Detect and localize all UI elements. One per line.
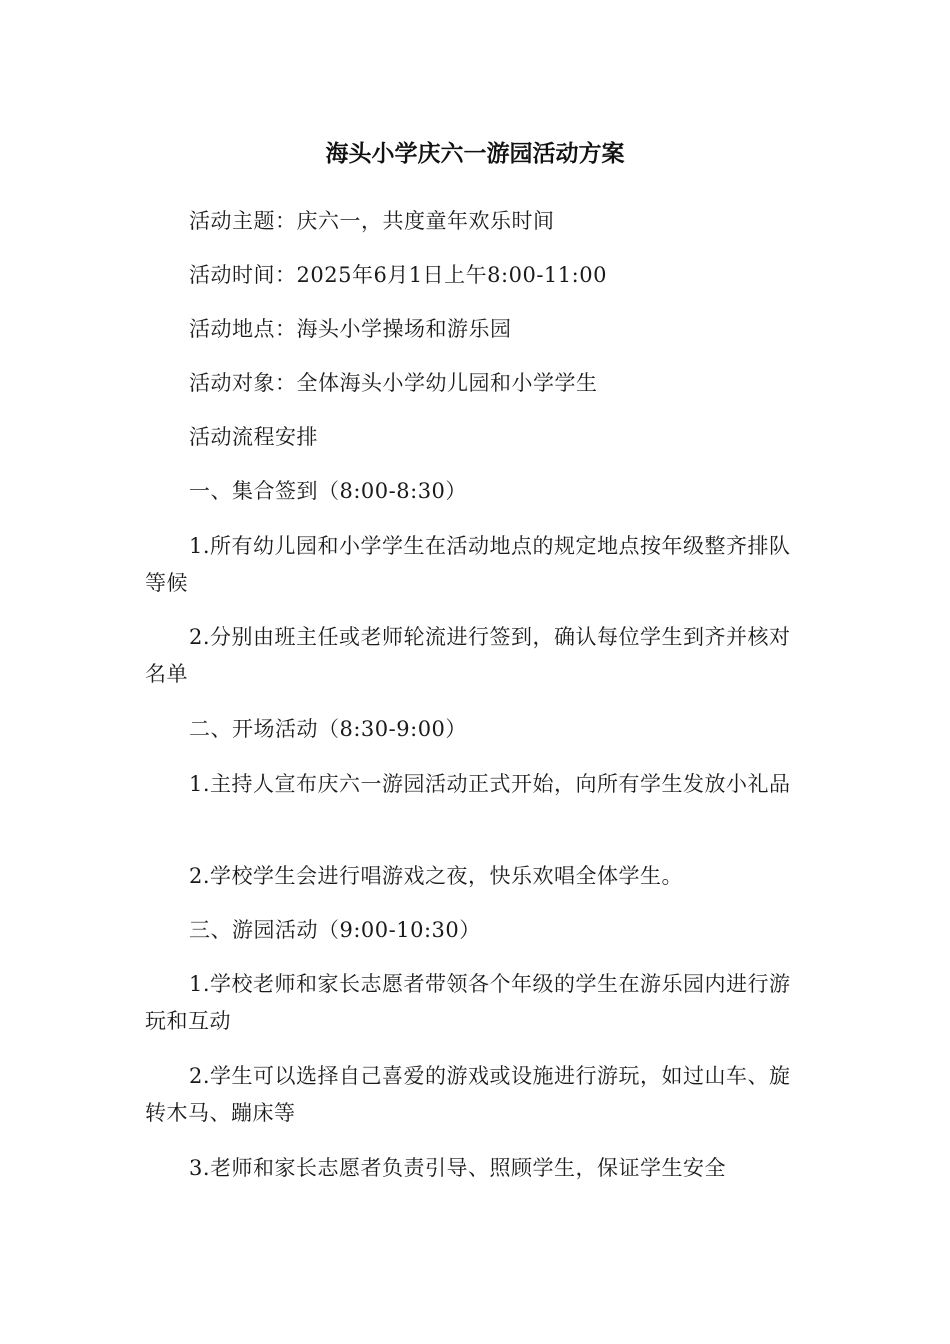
section-heading-opening: 二、开场活动（8:30-9:00） xyxy=(189,717,467,741)
activity-participants: 活动对象：全体海头小学幼儿园和小学学生 xyxy=(189,371,598,395)
activity-location: 活动地点：海头小学操场和游乐园 xyxy=(189,317,512,341)
garden-item-1: 1.学校老师和家长志愿者带领各个年级的学生在游乐园内进行游玩和互动 xyxy=(145,972,791,1033)
garden-item-3: 3.老师和家长志愿者负责引导、照顾学生，保证学生安全 xyxy=(189,1156,727,1180)
section-heading-garden: 三、游园活动（9:00-10:30） xyxy=(189,918,481,942)
opening-item-2: 2.学校学生会进行唱游戏之夜，快乐欢唱全体学生。 xyxy=(189,864,684,888)
document-title: 海头小学庆六一游园活动方案 xyxy=(325,141,625,167)
section-heading-checkin: 一、集合签到（8:00-8:30） xyxy=(189,479,467,503)
activity-time: 活动时间：2025年6月1日上午8:00-11:00 xyxy=(189,263,607,287)
activity-theme: 活动主题：庆六一，共度童年欢乐时间 xyxy=(189,209,555,233)
garden-item-2: 2.学生可以选择自己喜爱的游戏或设施进行游玩，如过山车、旋转木马、蹦床等 xyxy=(145,1064,791,1125)
opening-item-1: 1.主持人宣布庆六一游园活动正式开始，向所有学生发放小礼品 xyxy=(189,772,791,796)
schedule-heading: 活动流程安排 xyxy=(189,425,318,449)
checkin-item-1: 1.所有幼儿园和小学学生在活动地点的规定地点按年级整齐排队等候 xyxy=(145,534,791,595)
checkin-item-2: 2.分别由班主任或老师轮流进行签到，确认每位学生到齐并核对名单 xyxy=(145,625,791,686)
